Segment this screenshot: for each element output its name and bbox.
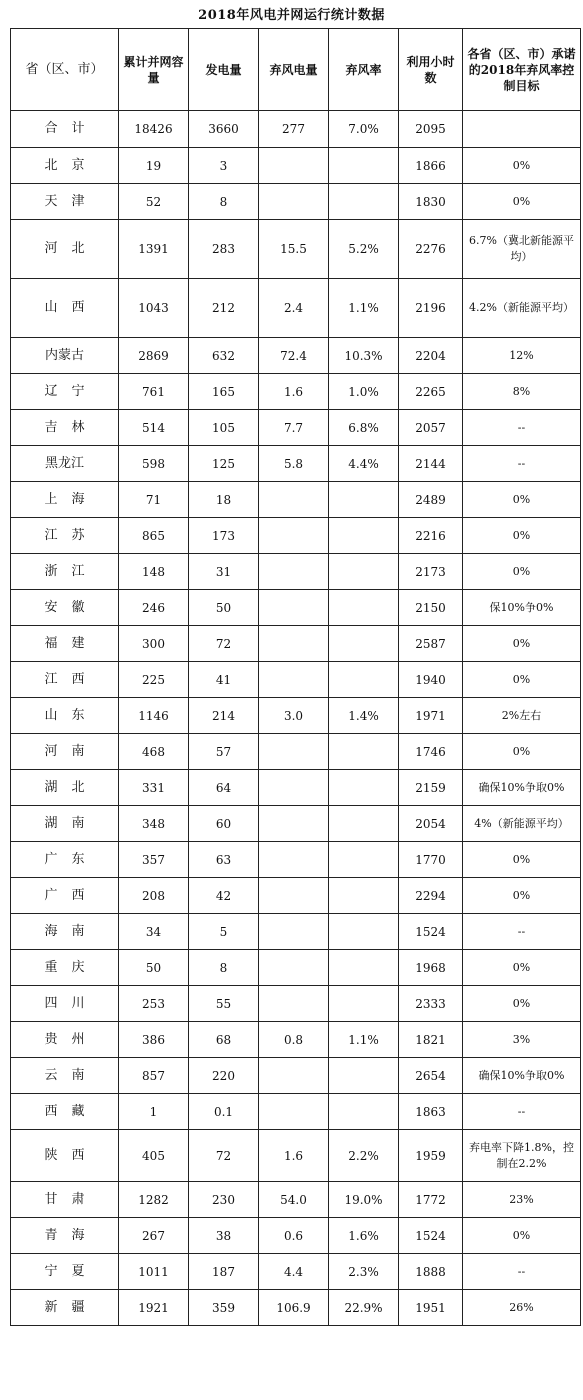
cell-target: 确保10%争取0% xyxy=(463,770,581,806)
table-row xyxy=(11,878,581,914)
cell-curtailed xyxy=(259,518,329,554)
table-header-row xyxy=(11,29,581,111)
cell-capacity: 357 xyxy=(119,842,189,878)
table-row xyxy=(11,914,581,950)
cell-province: 甘肃 xyxy=(11,1182,119,1218)
cell-curtail-rate xyxy=(329,806,399,842)
table-row xyxy=(11,446,581,482)
cell-province: 江西 xyxy=(11,662,119,698)
cell-curtailed xyxy=(259,482,329,518)
cell-generation: 5 xyxy=(189,914,259,950)
table-body xyxy=(11,111,581,1326)
cell-curtailed xyxy=(259,554,329,590)
cell-curtail-rate xyxy=(329,986,399,1022)
table-row xyxy=(11,554,581,590)
table-row xyxy=(11,184,581,220)
cell-hours: 2204 xyxy=(399,338,463,374)
cell-generation: 173 xyxy=(189,518,259,554)
table-row xyxy=(11,374,581,410)
header-curtailed: 弃风电量 xyxy=(259,29,329,111)
cell-province: 河北 xyxy=(11,220,119,279)
cell-generation: 214 xyxy=(189,698,259,734)
cell-generation: 3 xyxy=(189,148,259,184)
table-row xyxy=(11,626,581,662)
cell-province: 四川 xyxy=(11,986,119,1022)
cell-province: 广西 xyxy=(11,878,119,914)
cell-capacity: 300 xyxy=(119,626,189,662)
cell-province: 贵州 xyxy=(11,1022,119,1058)
cell-province: 新疆 xyxy=(11,1290,119,1326)
cell-province: 福建 xyxy=(11,626,119,662)
cell-province: 宁夏 xyxy=(11,1254,119,1290)
cell-curtail-rate: 1.0% xyxy=(329,374,399,410)
cell-target: 保10%争0% xyxy=(463,590,581,626)
cell-hours: 1830 xyxy=(399,184,463,220)
cell-curtailed xyxy=(259,842,329,878)
cell-capacity: 1282 xyxy=(119,1182,189,1218)
cell-province: 江苏 xyxy=(11,518,119,554)
cell-hours: 2294 xyxy=(399,878,463,914)
cell-province: 重庆 xyxy=(11,950,119,986)
cell-province: 山东 xyxy=(11,698,119,734)
cell-capacity: 598 xyxy=(119,446,189,482)
cell-target: 12% xyxy=(463,338,581,374)
cell-curtail-rate: 2.2% xyxy=(329,1130,399,1182)
cell-curtail-rate xyxy=(329,770,399,806)
cell-capacity: 1146 xyxy=(119,698,189,734)
cell-capacity: 1 xyxy=(119,1094,189,1130)
cell-generation: 105 xyxy=(189,410,259,446)
cell-capacity: 857 xyxy=(119,1058,189,1094)
cell-curtail-rate: 4.4% xyxy=(329,446,399,482)
cell-curtailed xyxy=(259,1094,329,1130)
cell-hours: 1524 xyxy=(399,1218,463,1254)
page-title: 2018年风电并网运行统计数据 xyxy=(198,8,385,23)
cell-province: 安徽 xyxy=(11,590,119,626)
cell-capacity: 18426 xyxy=(119,111,189,148)
table-row xyxy=(11,1182,581,1218)
cell-curtailed: 3.0 xyxy=(259,698,329,734)
cell-curtail-rate xyxy=(329,662,399,698)
cell-hours: 1951 xyxy=(399,1290,463,1326)
cell-target: 0% xyxy=(463,626,581,662)
table-row xyxy=(11,842,581,878)
cell-target: 0% xyxy=(463,554,581,590)
cell-hours: 2054 xyxy=(399,806,463,842)
cell-capacity: 148 xyxy=(119,554,189,590)
cell-province: 浙江 xyxy=(11,554,119,590)
cell-target: -- xyxy=(463,1094,581,1130)
cell-curtailed xyxy=(259,662,329,698)
cell-province: 湖南 xyxy=(11,806,119,842)
cell-curtail-rate xyxy=(329,518,399,554)
cell-hours: 1940 xyxy=(399,662,463,698)
cell-generation: 72 xyxy=(189,626,259,662)
cell-target: 0% xyxy=(463,662,581,698)
cell-curtail-rate xyxy=(329,554,399,590)
cell-capacity: 405 xyxy=(119,1130,189,1182)
cell-curtail-rate: 1.4% xyxy=(329,698,399,734)
cell-curtail-rate: 10.3% xyxy=(329,338,399,374)
cell-target: -- xyxy=(463,410,581,446)
cell-generation: 283 xyxy=(189,220,259,279)
cell-curtail-rate xyxy=(329,482,399,518)
cell-generation: 220 xyxy=(189,1058,259,1094)
cell-curtailed xyxy=(259,806,329,842)
cell-hours: 2144 xyxy=(399,446,463,482)
table-row xyxy=(11,410,581,446)
cell-curtailed xyxy=(259,878,329,914)
table-row xyxy=(11,338,581,374)
cell-hours: 2057 xyxy=(399,410,463,446)
cell-curtail-rate: 2.3% xyxy=(329,1254,399,1290)
cell-curtail-rate xyxy=(329,590,399,626)
cell-hours: 1821 xyxy=(399,1022,463,1058)
cell-province: 西藏 xyxy=(11,1094,119,1130)
cell-target: 0% xyxy=(463,878,581,914)
table-row xyxy=(11,1094,581,1130)
cell-target: 8% xyxy=(463,374,581,410)
cell-target: -- xyxy=(463,446,581,482)
table-row xyxy=(11,1022,581,1058)
cell-curtailed xyxy=(259,184,329,220)
cell-province: 内蒙古 xyxy=(11,338,119,374)
cell-hours: 2587 xyxy=(399,626,463,662)
cell-capacity: 225 xyxy=(119,662,189,698)
cell-curtail-rate: 5.2% xyxy=(329,220,399,279)
table-row xyxy=(11,662,581,698)
cell-target: 4.2%（新能源平均） xyxy=(463,279,581,338)
cell-curtailed: 106.9 xyxy=(259,1290,329,1326)
cell-curtail-rate: 6.8% xyxy=(329,410,399,446)
cell-curtailed: 1.6 xyxy=(259,374,329,410)
cell-province: 青海 xyxy=(11,1218,119,1254)
table-row xyxy=(11,590,581,626)
cell-capacity: 1011 xyxy=(119,1254,189,1290)
cell-generation: 64 xyxy=(189,770,259,806)
cell-capacity: 71 xyxy=(119,482,189,518)
cell-province: 辽宁 xyxy=(11,374,119,410)
cell-generation: 165 xyxy=(189,374,259,410)
cell-hours: 2216 xyxy=(399,518,463,554)
cell-target: 0% xyxy=(463,950,581,986)
cell-generation: 68 xyxy=(189,1022,259,1058)
header-province: 省（区、市） xyxy=(11,29,119,111)
cell-capacity: 468 xyxy=(119,734,189,770)
cell-province: 北京 xyxy=(11,148,119,184)
cell-target: 6.7%（冀北新能源平均） xyxy=(463,220,581,279)
cell-hours: 1770 xyxy=(399,842,463,878)
table-row xyxy=(11,698,581,734)
cell-hours: 1863 xyxy=(399,1094,463,1130)
cell-target: 0% xyxy=(463,184,581,220)
cell-capacity: 331 xyxy=(119,770,189,806)
cell-target: -- xyxy=(463,1254,581,1290)
cell-curtailed xyxy=(259,590,329,626)
cell-generation: 230 xyxy=(189,1182,259,1218)
cell-curtail-rate xyxy=(329,734,399,770)
header-generation: 发电量 xyxy=(189,29,259,111)
cell-curtailed xyxy=(259,148,329,184)
cell-province: 湖北 xyxy=(11,770,119,806)
table-row xyxy=(11,986,581,1022)
cell-generation: 63 xyxy=(189,842,259,878)
cell-target: 0% xyxy=(463,986,581,1022)
cell-province: 上海 xyxy=(11,482,119,518)
cell-curtail-rate: 22.9% xyxy=(329,1290,399,1326)
table-row xyxy=(11,806,581,842)
cell-capacity: 208 xyxy=(119,878,189,914)
cell-curtail-rate xyxy=(329,1058,399,1094)
cell-curtail-rate xyxy=(329,914,399,950)
cell-curtail-rate xyxy=(329,842,399,878)
cell-hours: 1866 xyxy=(399,148,463,184)
cell-curtail-rate: 1.6% xyxy=(329,1218,399,1254)
cell-hours: 1772 xyxy=(399,1182,463,1218)
cell-curtailed: 2.4 xyxy=(259,279,329,338)
cell-capacity: 386 xyxy=(119,1022,189,1058)
cell-generation: 41 xyxy=(189,662,259,698)
cell-hours: 2654 xyxy=(399,1058,463,1094)
table-row xyxy=(11,950,581,986)
cell-capacity: 34 xyxy=(119,914,189,950)
table-row xyxy=(11,770,581,806)
cell-capacity: 865 xyxy=(119,518,189,554)
cell-curtailed: 0.6 xyxy=(259,1218,329,1254)
cell-curtail-rate xyxy=(329,1094,399,1130)
cell-generation: 57 xyxy=(189,734,259,770)
cell-curtail-rate xyxy=(329,626,399,662)
cell-curtailed xyxy=(259,734,329,770)
cell-province: 山西 xyxy=(11,279,119,338)
cell-generation: 8 xyxy=(189,184,259,220)
table-row xyxy=(11,1130,581,1182)
cell-capacity: 1921 xyxy=(119,1290,189,1326)
cell-province: 河南 xyxy=(11,734,119,770)
cell-target: 0% xyxy=(463,734,581,770)
cell-generation: 38 xyxy=(189,1218,259,1254)
table-row xyxy=(11,148,581,184)
cell-curtailed xyxy=(259,950,329,986)
cell-generation: 42 xyxy=(189,878,259,914)
table-row xyxy=(11,220,581,279)
cell-curtailed: 4.4 xyxy=(259,1254,329,1290)
cell-curtailed: 7.7 xyxy=(259,410,329,446)
cell-capacity: 267 xyxy=(119,1218,189,1254)
cell-target: 26% xyxy=(463,1290,581,1326)
cell-generation: 212 xyxy=(189,279,259,338)
cell-curtailed: 54.0 xyxy=(259,1182,329,1218)
cell-province: 天津 xyxy=(11,184,119,220)
cell-target: 2%左右 xyxy=(463,698,581,734)
cell-curtail-rate xyxy=(329,878,399,914)
cell-province: 合计 xyxy=(11,111,119,148)
cell-capacity: 2869 xyxy=(119,338,189,374)
cell-province: 广东 xyxy=(11,842,119,878)
cell-hours: 2173 xyxy=(399,554,463,590)
cell-capacity: 19 xyxy=(119,148,189,184)
cell-hours: 2159 xyxy=(399,770,463,806)
cell-province: 海南 xyxy=(11,914,119,950)
cell-curtailed xyxy=(259,1058,329,1094)
cell-generation: 125 xyxy=(189,446,259,482)
cell-province: 吉林 xyxy=(11,410,119,446)
cell-generation: 60 xyxy=(189,806,259,842)
table-row xyxy=(11,111,581,148)
cell-curtailed: 15.5 xyxy=(259,220,329,279)
cell-generation: 359 xyxy=(189,1290,259,1326)
cell-generation: 18 xyxy=(189,482,259,518)
cell-target: 23% xyxy=(463,1182,581,1218)
table-row xyxy=(11,518,581,554)
cell-generation: 187 xyxy=(189,1254,259,1290)
header-curtail-rate: 弃风率 xyxy=(329,29,399,111)
cell-hours: 2489 xyxy=(399,482,463,518)
cell-capacity: 246 xyxy=(119,590,189,626)
cell-capacity: 52 xyxy=(119,184,189,220)
table-row xyxy=(11,279,581,338)
cell-province: 陕西 xyxy=(11,1130,119,1182)
cell-hours: 1524 xyxy=(399,914,463,950)
cell-target: 3% xyxy=(463,1022,581,1058)
cell-generation: 31 xyxy=(189,554,259,590)
table-row xyxy=(11,734,581,770)
cell-capacity: 253 xyxy=(119,986,189,1022)
wind-power-table xyxy=(10,28,581,1326)
cell-generation: 55 xyxy=(189,986,259,1022)
cell-curtail-rate: 1.1% xyxy=(329,279,399,338)
cell-hours: 1959 xyxy=(399,1130,463,1182)
cell-curtailed: 5.8 xyxy=(259,446,329,482)
cell-target: 0% xyxy=(463,842,581,878)
cell-curtailed xyxy=(259,770,329,806)
cell-hours: 1746 xyxy=(399,734,463,770)
cell-curtail-rate: 1.1% xyxy=(329,1022,399,1058)
cell-generation: 632 xyxy=(189,338,259,374)
cell-hours: 1971 xyxy=(399,698,463,734)
cell-province: 云南 xyxy=(11,1058,119,1094)
cell-capacity: 761 xyxy=(119,374,189,410)
cell-generation: 8 xyxy=(189,950,259,986)
cell-target: 0% xyxy=(463,148,581,184)
cell-capacity: 348 xyxy=(119,806,189,842)
cell-curtail-rate xyxy=(329,184,399,220)
cell-capacity: 50 xyxy=(119,950,189,986)
cell-target: 0% xyxy=(463,518,581,554)
cell-hours: 2265 xyxy=(399,374,463,410)
cell-curtail-rate xyxy=(329,148,399,184)
cell-target: 确保10%争取0% xyxy=(463,1058,581,1094)
cell-curtail-rate xyxy=(329,950,399,986)
cell-curtailed: 72.4 xyxy=(259,338,329,374)
cell-generation: 0.1 xyxy=(189,1094,259,1130)
cell-target xyxy=(463,111,581,148)
cell-capacity: 1043 xyxy=(119,279,189,338)
cell-curtailed xyxy=(259,986,329,1022)
cell-curtail-rate: 19.0% xyxy=(329,1182,399,1218)
cell-hours: 2196 xyxy=(399,279,463,338)
cell-curtailed: 277 xyxy=(259,111,329,148)
cell-capacity: 1391 xyxy=(119,220,189,279)
table-row xyxy=(11,1058,581,1094)
cell-target: 0% xyxy=(463,1218,581,1254)
cell-capacity: 514 xyxy=(119,410,189,446)
header-capacity: 累计并网容量 xyxy=(119,29,189,111)
cell-target: -- xyxy=(463,914,581,950)
cell-curtailed xyxy=(259,626,329,662)
table-row xyxy=(11,482,581,518)
cell-hours: 2276 xyxy=(399,220,463,279)
cell-generation: 72 xyxy=(189,1130,259,1182)
cell-hours: 1968 xyxy=(399,950,463,986)
header-target: 各省（区、市）承诺的2018年弃风率控制目标 xyxy=(463,29,581,111)
cell-curtailed: 0.8 xyxy=(259,1022,329,1058)
cell-generation: 3660 xyxy=(189,111,259,148)
cell-hours: 2333 xyxy=(399,986,463,1022)
cell-target: 0% xyxy=(463,482,581,518)
cell-curtail-rate: 7.0% xyxy=(329,111,399,148)
cell-target: 4%（新能源平均） xyxy=(463,806,581,842)
cell-province: 黑龙江 xyxy=(11,446,119,482)
cell-hours: 2095 xyxy=(399,111,463,148)
table-row xyxy=(11,1290,581,1326)
cell-generation: 50 xyxy=(189,590,259,626)
cell-hours: 2150 xyxy=(399,590,463,626)
cell-curtailed: 1.6 xyxy=(259,1130,329,1182)
table-row xyxy=(11,1254,581,1290)
cell-curtailed xyxy=(259,914,329,950)
header-hours: 利用小时数 xyxy=(399,29,463,111)
table-row xyxy=(11,1218,581,1254)
cell-target: 弃电率下降1.8%，控制在2.2% xyxy=(463,1130,581,1182)
cell-hours: 1888 xyxy=(399,1254,463,1290)
